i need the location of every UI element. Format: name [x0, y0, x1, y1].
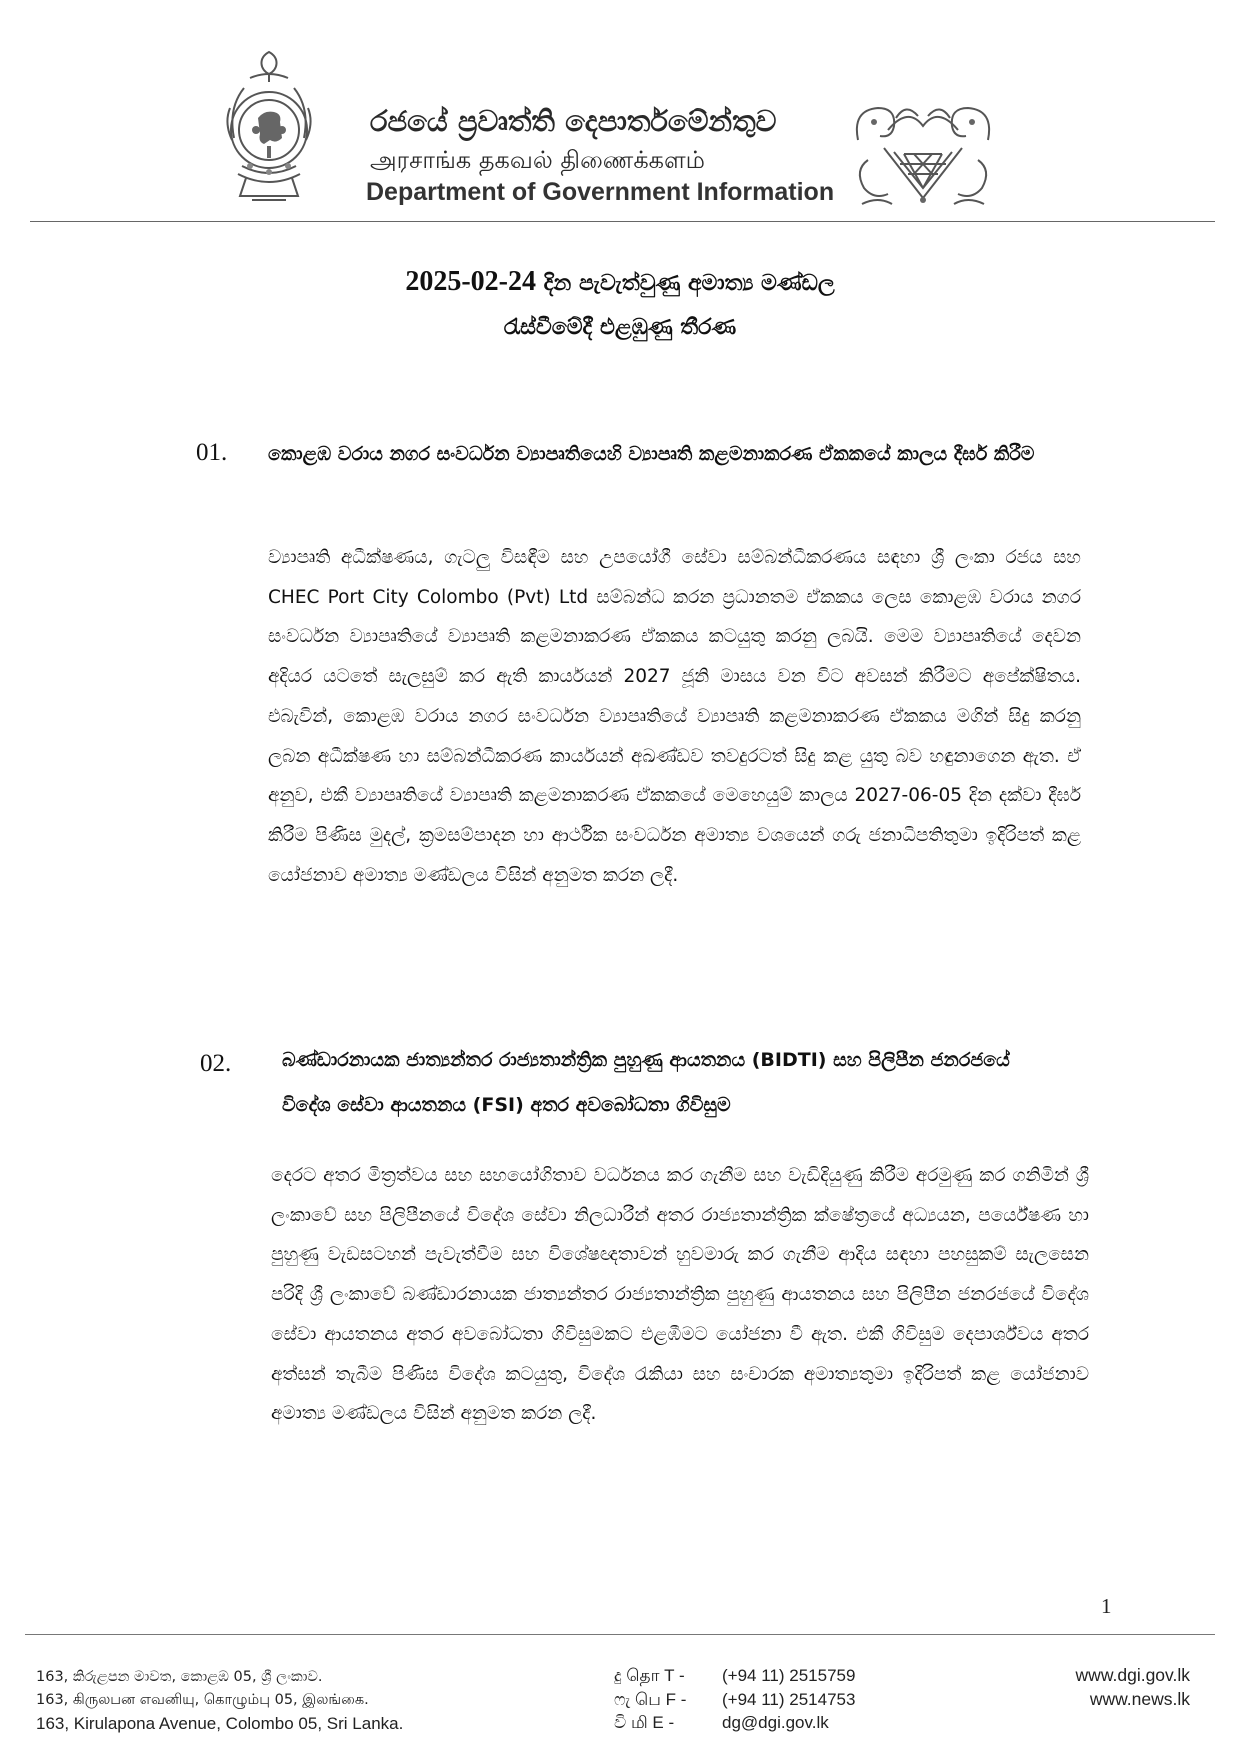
document-title-line2: රැස්වීමේදී එළඹුණු තීරණ — [503, 315, 737, 340]
footer-contacts — [614, 1664, 855, 1735]
decision-heading: බණ්ඩාරනායක ජාත්‍යන්තර රාජ්‍යතාන්ත්‍රික පුහුණු ආයතනය (BIDTI) සහ පිලිපීන ජනරජයේ විදේශ සේවා ආයතනය (FSI) අතර අවබෝධතා ගිවිසුම — [282, 1049, 1010, 1116]
fax-line — [614, 1688, 855, 1712]
footer-websites — [1076, 1664, 1190, 1711]
email-label: වි மி E - — [614, 1713, 675, 1732]
website-link-news[interactable]: www.news.lk — [1089, 1688, 1190, 1709]
document-title-line1 — [0, 266, 1240, 298]
meeting-date: 2025-02-24 — [405, 266, 536, 297]
address-sinhala: 163, කිරුළපන මාවත, කොළඹ 05, ශ්‍රී ලංකාව. — [36, 1669, 323, 1685]
fax-number: (+94 11) 2514753 — [722, 1689, 856, 1709]
header-divider — [30, 221, 1215, 222]
sri-lanka-emblem-icon — [220, 48, 318, 208]
address-tamil: 163, கிருலபன எவனியு, கொழும்பு 05, இலங்கை. — [36, 1692, 369, 1708]
phone-number[interactable]: (+94 11) 2515759 — [722, 1666, 856, 1685]
decision-number: 01. — [196, 439, 228, 466]
decision-number: 02. — [200, 1050, 232, 1077]
decision-body: දෙරට අතර මිත්‍රත්වය සහ සහයෝගිතාව වර්ධනය කර ගැනීම සහ වැඩිදියුණු කිරීම අරමුණු කර ගනිමින් ශ්‍රී ලංකාවේ සහ පිලිපීනයේ විදේශ සේවා නිලධාරීන් අතර රාජ්‍යතාන්ත්‍රික ක්ෂේත්‍රයේ අධ්‍යයන, පර්යේෂණ හා පුහුණු වැඩසටහන් පැවැත්වීම සහ විශේෂඥතාවන් හුවමාරු කර ගැනීම ආදිය සඳහා පහසුකම් සැලසෙන පරිදි ශ්‍රී ලංකාවේ බණ්ඩාරනායක ජාත්‍යන්තර රාජ්‍යතාන්ත්‍රික පුහුණු ආයතනය සහ පිලිපීන ජනරජයේ විදේශ සේවා ආයතනය අතර අවබෝධතා ගිවිසුමකට එළඹීමට යෝජනා වී ඇත. එකී ගිවිසුම දෙපාර්ශ්වය අතර අත්සන් තැබීම පිණිස විදේශ කටයුතු, විදේශ රැකියා සහ සංචාරක අමාත්‍යතුමා ඉදිරිපත් කළ යෝජනාව අමාත්‍ය මණ්ඩලය විසින් අනුමත කරන ලදී. — [271, 1165, 1089, 1425]
header-title-english: Department of Government Information — [366, 178, 835, 206]
email-link[interactable]: dg@dgi.gov.lk — [722, 1713, 829, 1732]
decision-heading: කොළඹ වරාය නගර සංවර්ධන ව්‍යාපෘතියෙහි ව්‍යාපෘති කළමනාකරණ ඒකකයේ කාලය දීර්ඝ කිරීම — [268, 443, 1035, 465]
title-line1-text: දින පැවැත්වුණු අමාත්‍ය මණ්ඩල — [543, 271, 835, 296]
phone-line — [614, 1664, 855, 1688]
header-title-tamil: அரசாங்க தகவல் திணைக்களம் — [370, 146, 705, 174]
email-line — [614, 1711, 855, 1735]
page-number: 1 — [1101, 1594, 1112, 1618]
footer-address — [36, 1666, 403, 1735]
fax-label: ෆැ பெ F - — [614, 1689, 687, 1709]
decision-body: ව්‍යාපෘති අධීක්ෂණය, ගැටලු විසඳීම සහ උපයෝගී සේවා සම්බන්ධීකරණය සඳහා ශ්‍රී ලංකා රජය සහ CHEC Port City Colombo (Pvt) Ltd සම්බන්ධ කරන ප්‍රධානතම ඒකකය ලෙස කොළඹ වරාය නගර සංවර්ධන ව්‍යාපෘතියේ ව්‍යාපෘති කළමනාකරණ ඒකකය කටයුතු කරනු ලබයි. මෙම ව්‍යාපෘතියේ දෙවන අදියර යටතේ සැලසුම් කර ඇති කාර්යයන් 2027 ජූනි මාසය වන විට අවසන් කිරීමට අපේක්ෂිතය. එබැවින්, කොළඹ වරාය නගර සංවර්ධන ව්‍යාපෘතියේ ව්‍යාපෘති කළමනාකරණ ඒකකය මගින් සිදු කරනු ලබන අධීක්ෂණ හා සම්බන්ධීකරණ කාර්යයන් අඛණ්ඩව තවදුරටත් සිදු කළ යුතු බව හඳුනාගෙන ඇත. ඒ අනුව, එකී ව්‍යාපෘතියේ ව්‍යාපෘති කළමනාකරණ ඒකකයේ මෙහෙයුම් කාලය 2027-06-05 දින දක්වා දීර්ඝ කිරීම පිණිස මුදල්, ක්‍රමසම්පාදන හා ආර්ථික සංවර්ධන අමාත්‍ය වශයෙන් ගරු ජනාධිපතිතුමා ඉදිරිපත් කළ යෝජනාව අමාත්‍ය මණ්ඩලය විසින් අනුමත කරන ලදී. — [268, 547, 1081, 886]
footer-divider — [25, 1634, 1215, 1635]
header-title-sinhala: රජයේ ප්‍රවෘත්ති දෙපාර්තමේන්තුව — [370, 104, 777, 138]
website-link-dgi[interactable]: www.dgi.gov.lk — [1075, 1665, 1190, 1685]
traditional-ornament-icon — [848, 100, 998, 212]
address-english: 163, Kirulapona Avenue, Colombo 05, Sri Lanka. — [36, 1714, 404, 1733]
phone-label: දු தொ T - — [614, 1666, 685, 1685]
